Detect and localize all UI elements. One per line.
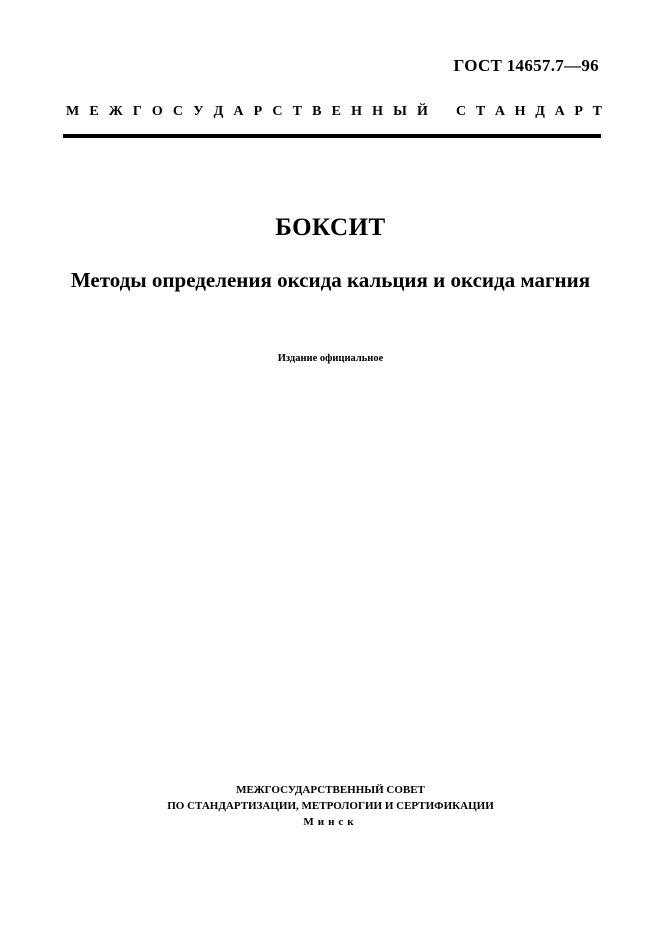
standard-type-letter: Д: [213, 104, 224, 119]
standard-type-letter: С: [272, 104, 283, 119]
standard-type-letter: Г: [132, 104, 142, 119]
standard-type-letter: Н: [514, 104, 526, 119]
standard-type-letter: С: [172, 104, 184, 119]
document-number: ГОСТ 14657.7—96: [453, 56, 599, 75]
standard-type-letter: Д: [535, 104, 545, 119]
publisher-city: Минск: [303, 816, 358, 828]
standard-type-letter: Н: [372, 104, 383, 119]
standard-type-letter: Е: [89, 104, 99, 119]
standard-type-letter: В: [312, 104, 322, 119]
standard-type-letter: Е: [331, 104, 341, 119]
standard-type-letter: А: [494, 104, 505, 119]
standard-type-letter: Ы: [393, 104, 407, 119]
standard-type-letter: У: [193, 104, 204, 119]
standard-type-letter: Н: [351, 104, 362, 119]
standard-type-letter: Т: [292, 104, 302, 119]
standard-type-letter: А: [233, 104, 244, 119]
publisher-line-2: ПО СТАНДАРТИЗАЦИИ, МЕТРОЛОГИИ И СЕРТИФИКАЦИИ: [167, 800, 494, 812]
header-rule: [63, 134, 601, 138]
standard-type-letter: Т: [592, 104, 602, 119]
standard-type-letter: А: [554, 104, 565, 119]
standard-type-letter: Т: [475, 104, 486, 119]
standard-type-letter: Р: [253, 104, 263, 119]
edition-label: Издание официальное: [277, 353, 384, 364]
publisher-line-1: МЕЖГОСУДАРСТВЕННЫЙ СОВЕТ: [236, 784, 425, 796]
standard-type-word-interstate: [66, 104, 428, 120]
standard-type-heading: [66, 104, 602, 120]
standard-type-letter: Ж: [108, 104, 123, 119]
document-subtitle: Методы определения оксида кальция и оксида магния: [70, 268, 591, 292]
document-title: БОКСИТ: [275, 214, 386, 241]
standard-type-word-standard: [456, 104, 602, 120]
publisher-block: [0, 782, 661, 830]
standard-type-letter: М: [66, 104, 80, 119]
standard-type-letter: Й: [417, 104, 428, 119]
standard-type-letter: Р: [574, 104, 583, 119]
standard-type-letter: О: [151, 104, 163, 119]
standard-type-letter: С: [456, 104, 467, 119]
